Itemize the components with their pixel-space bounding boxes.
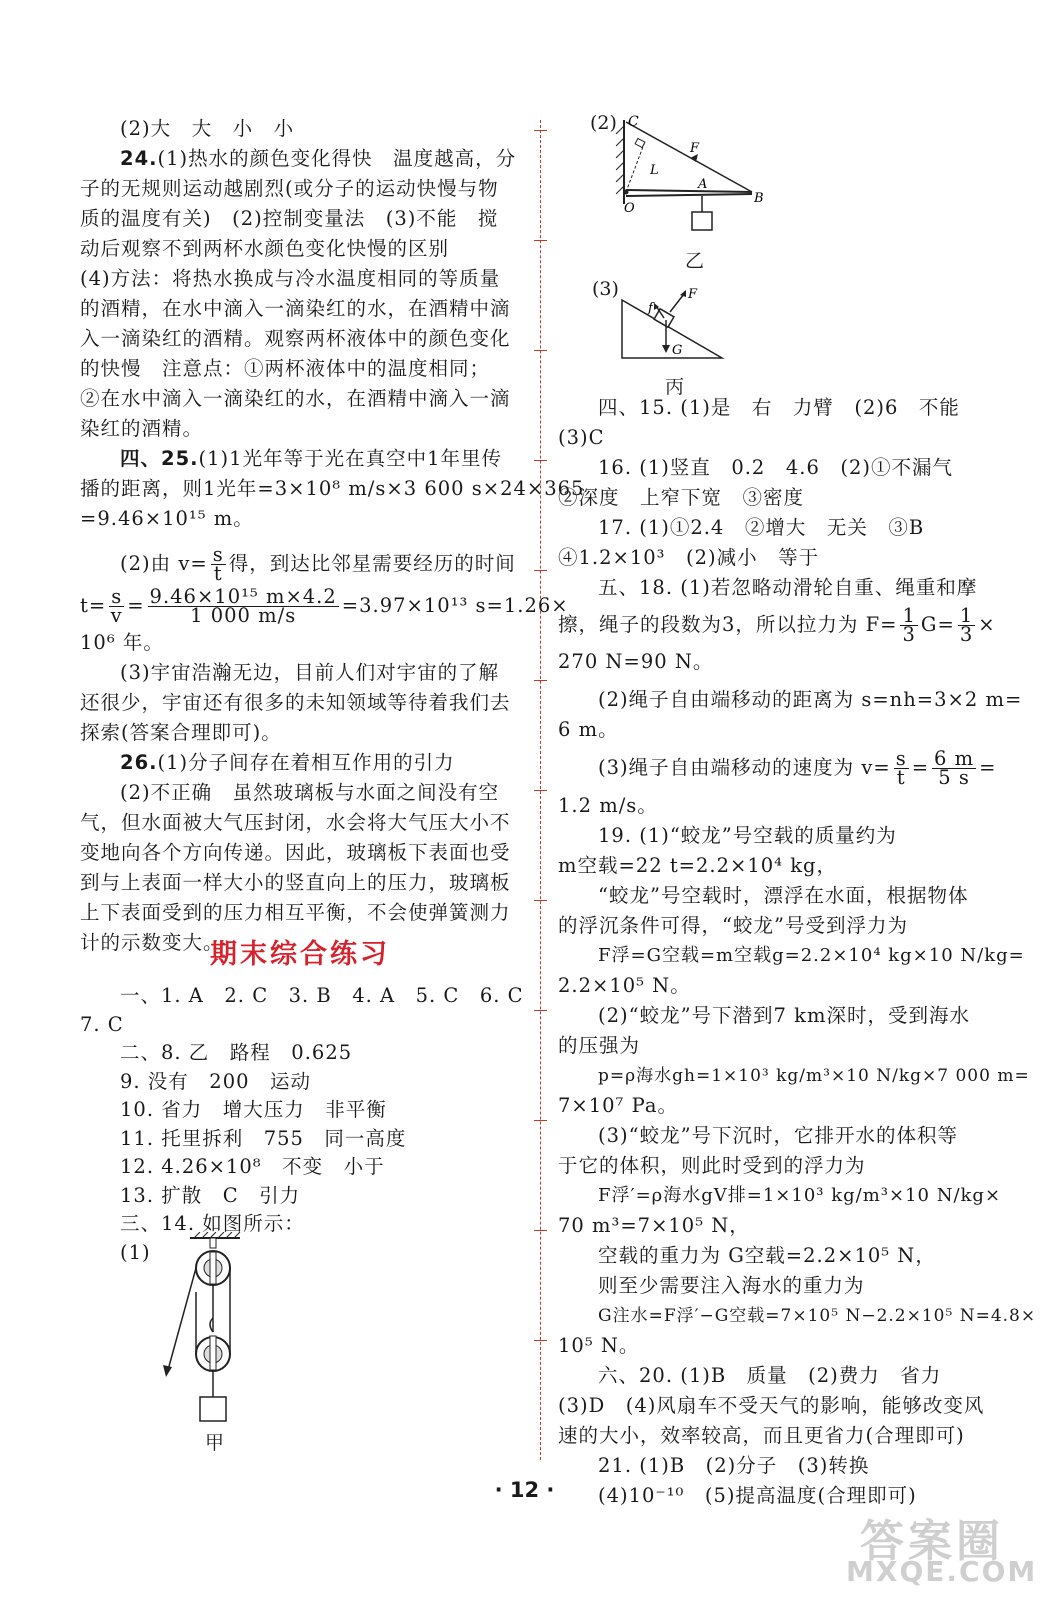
figure-number: (2) bbox=[590, 112, 617, 134]
answer-line: 上下表面受到的压力相互平衡，不会使弹簧测力 bbox=[80, 901, 511, 924]
svg-text:F: F bbox=[690, 141, 700, 156]
answer-line: 五、18. (1)若忽略动滑轮自重、绳重和摩 bbox=[598, 576, 978, 599]
lever-diagram bbox=[612, 112, 782, 252]
answer-line: (3)C bbox=[558, 426, 605, 449]
divider-tick bbox=[534, 790, 547, 791]
answer-line: 质的温度有关) (2)控制变量法 (3)不能 搅 bbox=[80, 207, 499, 230]
answer-line: 擦，绳子的段数为3，所以拉力为 F= $\frac{1}{3}$ G= $\frac{1}{3}$ × bbox=[558, 604, 996, 646]
answer-line: 的酒精，在水中滴入一滴染红的水，在酒精中滴 bbox=[80, 297, 511, 320]
answer-line: 10⁶ 年。 bbox=[80, 631, 164, 654]
fraction: $\frac{1}{3}$ bbox=[959, 604, 974, 646]
page-number: · 12 · bbox=[494, 1478, 555, 1502]
answer-line: (2)大 大 小 小 bbox=[120, 117, 295, 140]
answer-line: (2)不正确 虽然玻璃板与水面之间没有空 bbox=[120, 781, 500, 804]
answer-line: 入一滴染红的酒精。观察两杯液体中的颜色变化 bbox=[80, 327, 511, 350]
answer-line: 探索(答案合理即可)。 bbox=[80, 721, 282, 744]
question-number: 四、25. bbox=[120, 447, 199, 470]
fraction: $\frac{s}{t}$ bbox=[212, 543, 224, 585]
figure-number: (3) bbox=[592, 278, 619, 300]
answer-line: 四、25.(1)1光年等于光在真空中1年里传 bbox=[120, 447, 502, 470]
answer-line: 7. C bbox=[80, 1012, 124, 1036]
section-title: 期末综合练习 bbox=[210, 939, 390, 970]
answer-line: 动后观察不到两杯水颜色变化快慢的区别 bbox=[80, 237, 450, 260]
svg-text:B: B bbox=[754, 191, 764, 206]
answer-line: 24.(1)热水的颜色变化得快 温度越高，分 bbox=[120, 147, 517, 170]
answer-line: 则至少需要注入海水的重力为 bbox=[598, 1274, 865, 1297]
answer-line: ②在水中滴入一滴染红的水，在酒精中滴入一滴 bbox=[80, 387, 511, 410]
fraction: $\frac{1}{3}$ bbox=[902, 604, 916, 646]
answer-line: (4)方法：将热水换成与冷水温度相同的等质量 bbox=[80, 267, 501, 290]
answer-line: “蛟龙”号空载时，漂浮在水面，根据物体 bbox=[598, 884, 969, 907]
divider-tick bbox=[534, 1230, 547, 1231]
divider-tick bbox=[534, 350, 547, 351]
svg-text:A: A bbox=[698, 177, 708, 192]
answer-line: 气，但水面被大气压封闭，水会将大气压大小不 bbox=[80, 811, 511, 834]
answer-line: 12. 4.26×10⁸ 不变 小于 bbox=[120, 1155, 385, 1178]
answer-line: 空载的重力为 G空载=2.2×10⁵ N， bbox=[598, 1244, 936, 1267]
fraction: $\frac{s}{t}$ bbox=[895, 747, 907, 789]
fraction: $\frac{6 m}{5 s}$ bbox=[934, 747, 975, 789]
answer-line: 10. 省力 增大压力 非平衡 bbox=[120, 1098, 387, 1121]
question-number: 24. bbox=[120, 147, 158, 170]
svg-text:F: F bbox=[688, 287, 698, 302]
svg-text:G: G bbox=[672, 343, 683, 358]
answer-line: 270 N=90 N。 bbox=[558, 650, 714, 673]
answer-line: p=ρ海水gh=1×10³ kg/m³×10 N/kg×7 000 m= bbox=[598, 1066, 1030, 1086]
final-answers bbox=[80, 982, 524, 1267]
answer-line: 6 m。 bbox=[558, 718, 619, 741]
answer-line: G注水=F浮′−G空载=7×10⁵ N−2.2×10⁵ N=4.8× bbox=[598, 1306, 1037, 1326]
right-column bbox=[558, 393, 1037, 1511]
answer-line: 70 m³=7×10⁵ N， bbox=[558, 1214, 750, 1237]
answer-line: m空载=22 t=2.2×10⁴ kg， bbox=[558, 854, 837, 877]
answer-line: F浮′=ρ海水gV排=1×10³ kg/m³×10 N/kg× bbox=[598, 1185, 1002, 1206]
svg-text:L: L bbox=[650, 163, 659, 178]
incline-diagram bbox=[618, 282, 728, 362]
answer-line: 一、1. A 2. C 3. B 4. A 5. C 6. C bbox=[120, 984, 524, 1007]
answer-line: 13. 扩散 C 引力 bbox=[120, 1183, 301, 1207]
divider-tick bbox=[534, 570, 547, 571]
answer-line: ④1.2×10³ (2)减小 等于 bbox=[558, 546, 820, 569]
answer-line: 16. (1)竖直 0.2 4.6 (2)①不漏气 bbox=[598, 456, 953, 479]
answer-line: 六、20. (1)B 质量 (2)费力 省力 bbox=[598, 1364, 942, 1387]
figure-label: 甲 bbox=[205, 1432, 225, 1454]
answer-line: =9.46×10¹⁵ m。 bbox=[80, 507, 254, 530]
answer-line: 到与上表面一样大小的竖直向上的压力，玻璃板 bbox=[80, 871, 511, 894]
divider-tick bbox=[534, 240, 547, 241]
answer-line: 7×10⁷ Pa。 bbox=[558, 1094, 678, 1117]
answer-line: (2)绳子自由端移动的距离为 s=nh=3×2 m= bbox=[598, 688, 1023, 711]
answer-line: (4)10⁻¹⁰ (5)提高温度(合理即可) bbox=[598, 1484, 917, 1507]
divider-tick bbox=[534, 460, 547, 461]
fraction: $\frac{s}{v}$ bbox=[110, 585, 123, 627]
answer-line: 1.2 m/s。 bbox=[558, 794, 658, 817]
figure-label: 丙 bbox=[665, 376, 685, 398]
svg-text:O: O bbox=[624, 201, 635, 216]
svg-text:C: C bbox=[628, 114, 639, 130]
answer-line: 的压强为 bbox=[558, 1034, 641, 1057]
answer-line: (3)绳子自由端移动的速度为 v= $\frac{s}{t}$ = $\frac{6 m}{5 s}$ = bbox=[598, 747, 997, 789]
answer-line: 还很少，宇宙还有很多的未知领域等待着我们去 bbox=[80, 691, 511, 714]
answer-line: 播的距离，则1光年=3×10⁸ m/s×3 600 s×24×365 bbox=[80, 477, 585, 500]
answer-line: 四、15. (1)是 右 力臂 (2)6 不能 bbox=[598, 396, 960, 419]
divider-tick bbox=[534, 1120, 547, 1121]
answer-line: 17. (1)①2.4 ②增大 无关 ③B bbox=[598, 516, 925, 539]
answer-line: 子的无规则运动越剧烈(或分子的运动快慢与物 bbox=[80, 177, 499, 200]
answer-line: 11. 托里拆利 755 同一高度 bbox=[120, 1126, 407, 1150]
svg-text:f: f bbox=[648, 301, 653, 316]
answer-line: 二、8. 乙 路程 0.625 bbox=[120, 1041, 353, 1064]
divider-tick bbox=[534, 130, 547, 131]
answer-line: 计的示数变大。 bbox=[80, 931, 224, 954]
answer-line: 的快慢 注意点：①两杯液体中的温度相同； bbox=[80, 357, 491, 380]
divider-tick bbox=[534, 680, 547, 681]
answer-line: 19. (1)“蛟龙”号空载的质量约为 bbox=[598, 824, 897, 847]
question-number: 26. bbox=[120, 751, 158, 774]
figure-label: 乙 bbox=[685, 250, 705, 272]
answer-line: 变地向各个方向传递。因此，玻璃板下表面也受 bbox=[80, 841, 511, 864]
answer-line: 于它的体积，则此时受到的浮力为 bbox=[558, 1154, 866, 1177]
answer-line: (3)宇宙浩瀚无边，目前人们对宇宙的了解 bbox=[120, 661, 500, 684]
answer-line: t= $\frac{s}{v}$ = $\frac{\text{9.46×10¹⁵ m×4.2}}{1 000 m/s}$ =3.97×10¹³ s=1.26× bbox=[80, 585, 569, 627]
answer-line: 速的大小，效率较高，而且更省力(合理即可) bbox=[558, 1424, 965, 1447]
answer-line: (2)由 v= $\frac{s}{t}$ 得，到达比邻星需要经历的时间 bbox=[120, 543, 516, 585]
divider-tick bbox=[534, 900, 547, 901]
answer-line: (3)D (4)风扇车不受天气的影响，能够改变风 bbox=[558, 1394, 985, 1417]
answer-line: (2)“蛟龙”号下潜到7 km深时，受到海水 bbox=[598, 1004, 970, 1027]
fraction: $\frac{\text{9.46×10¹⁵ m×4.2}}{1 000 m/s}$ bbox=[149, 585, 337, 627]
answer-line: 26.(1)分子间存在着相互作用的引力 bbox=[120, 751, 455, 774]
answer-line: ②深度 上窄下宽 ③密度 bbox=[558, 486, 805, 509]
answer-line: F浮=G空载=m空载g=2.2×10⁴ kg×10 N/kg= bbox=[598, 945, 1025, 966]
watermark-logo: 答案圈 MXQE.COM bbox=[846, 1516, 1038, 1588]
answer-line: (1) bbox=[120, 1240, 151, 1264]
answer-line: 的浮沉条件可得，“蛟龙”号受到浮力为 bbox=[558, 914, 908, 937]
answer-line: 染红的酒精。 bbox=[80, 417, 204, 440]
answer-line: 9. 没有 200 运动 bbox=[120, 1069, 312, 1093]
divider-tick bbox=[534, 1340, 547, 1341]
pulley-diagram bbox=[150, 1232, 260, 1442]
answer-line: (3)“蛟龙”号下沉时，它排开水的体积等 bbox=[598, 1124, 959, 1147]
answer-line: 21. (1)B (2)分子 (3)转换 bbox=[598, 1454, 870, 1477]
divider-tick bbox=[534, 1010, 547, 1011]
answer-line: 10⁵ N。 bbox=[558, 1334, 640, 1357]
answer-line: 三、14. 如图所示： bbox=[120, 1212, 305, 1235]
answer-line: 2.2×10⁵ N。 bbox=[558, 974, 691, 997]
